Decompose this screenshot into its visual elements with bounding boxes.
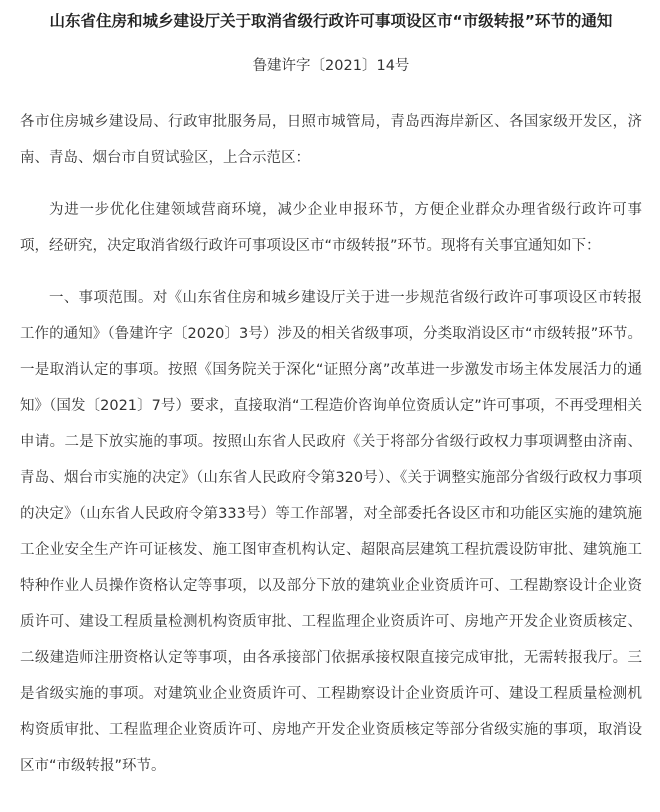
intro-paragraph: 为进一步优化住建领域营商环境，减少企业申报环节，方便企业群众办理省级行政许可事项，经研究，决定取消省级行政许可事项设区市“市级转报”环节。现将有关事宜通知如下： — [20, 202, 642, 254]
document-title: 山东省住房和城乡建设厅关于取消省级行政许可事项设区市“市级转报”环节的通知 — [49, 12, 613, 30]
scope-paragraph: 一、事项范围。对《山东省住房和城乡建设厅关于进一步规范省级行政许可事项设区市转报工作的通知》（鲁建许字〔2020〕3号）涉及的相关省级事项，分类取消设区市“市级转报”环节。一是取消认定的事项。按照《国务院关于深化“证照分离”改革进一步激发市场主体发展活力的通知》（国发〔2021〕7号）要求，直接取消“工程造价咨询单位资质认定”许可事项，不再受理相关申请。二是下放实施的事项。按照山东省人民政府《关于将部分省级行政权力事项调整由济南、青岛、烟台市实施的决定》（山东省人民政府令第320号）、《关于调整实施部分省级行政权力事项的决定》（山东省人民政府令第333号）等工作部署，对全部委托各设区市和功能区实施的建筑施工企业安全生产许可证核发、施工图审查机构认定、超限高层建筑工程抗震设防审批、建筑施工特种作业人员操作资格认定等事项，以及部分下放的建筑业企业资质许可、工程勘察设计企业资质许可、建设工程质量检测机构资质审批、工程监理企业资质许可、房地产开发企业资质核定、二级建造师注册资格认定等事项，由各承接部门依据承接权限直接完成审批，无需转报我厅。三是省级实施的事项。对建筑业企业资质许可、工程勘察设计企业资质许可、建设工程质量检测机构资质审批、工程监理企业资质许可、房地产开发企业资质核定等部分省级实施的事项，取消设区市“市级转报”环节。 — [20, 290, 642, 774]
document-number: 鲁建许字〔2021〕14号 — [252, 58, 410, 74]
addressee: 各市住房城乡建设局、行政审批服务局，日照市城管局，青岛西海岸新区、各国家级开发区，济南、青岛、烟台市自贸试验区，上合示范区： — [20, 114, 642, 166]
